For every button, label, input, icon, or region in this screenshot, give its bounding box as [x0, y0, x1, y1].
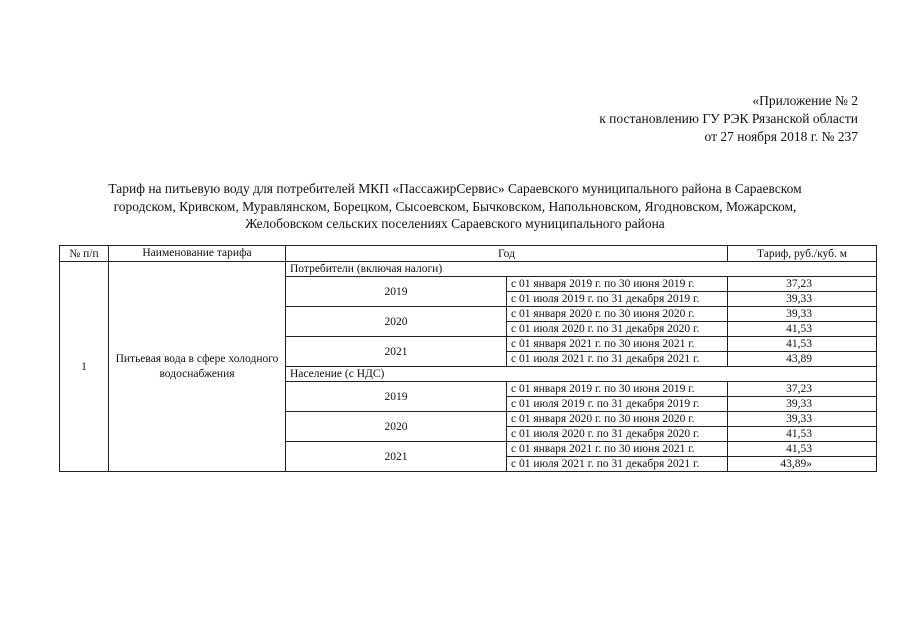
tariff-value-cell: 37,23: [728, 382, 877, 397]
period-cell: с 01 июля 2019 г. по 31 декабря 2019 г.: [507, 292, 728, 307]
period-cell: с 01 июля 2021 г. по 31 декабря 2021 г.: [507, 352, 728, 367]
document-title: [50, 180, 860, 233]
tariff-value-cell: 41,53: [728, 337, 877, 352]
year-cell: 2020: [286, 412, 507, 442]
appendix-line-1: «Приложение № 2: [752, 93, 858, 108]
appendix-line-2: к постановлению ГУ РЭК Рязанской области: [599, 111, 858, 126]
period-cell: с 01 января 2021 г. по 30 июня 2021 г.: [507, 337, 728, 352]
year-cell: 2019: [286, 382, 507, 412]
column-header-tariff-name: Наименование тарифа: [109, 246, 286, 262]
period-cell: с 01 января 2019 г. по 30 июня 2019 г.: [507, 277, 728, 292]
tariff-name-cell: Питьевая вода в сфере холодного водоснабжения: [109, 262, 286, 472]
period-cell: с 01 января 2019 г. по 30 июня 2019 г.: [507, 382, 728, 397]
year-cell: 2021: [286, 442, 507, 472]
tariff-value-cell: 39,33: [728, 307, 877, 322]
column-header-number: № п/п: [60, 246, 109, 262]
title-line-2: городском, Кривском, Муравлянском, Борецком, Сысоевском, Бычковском, Напольновском, Ягодновском, Можарском,: [113, 198, 797, 214]
appendix-line-3: от 27 ноября 2018 г. № 237: [704, 129, 858, 144]
tariff-value-cell: 37,23: [728, 277, 877, 292]
period-cell: с 01 января 2021 г. по 30 июня 2021 г.: [507, 442, 728, 457]
tariff-value-cell: 41,53: [728, 427, 877, 442]
tariff-value-cell: 41,53: [728, 442, 877, 457]
period-cell: с 01 июля 2019 г. по 31 декабря 2019 г.: [507, 397, 728, 412]
period-cell: с 01 января 2020 г. по 30 июня 2020 г.: [507, 412, 728, 427]
tariff-value-cell: 39,33: [728, 412, 877, 427]
row-number-cell: 1: [60, 262, 109, 472]
period-cell: с 01 июля 2020 г. по 31 декабря 2020 г.: [507, 322, 728, 337]
appendix-reference: [599, 92, 858, 146]
tariff-value-cell: 39,33: [728, 292, 877, 307]
tariff-value-cell: 41,53: [728, 322, 877, 337]
year-cell: 2021: [286, 337, 507, 367]
title-line-1: Тариф на питьевую воду для потребителей МКП «ПассажирСервис» Сараевского муниципального района в Сараевском: [108, 181, 802, 196]
tariff-table: [59, 245, 877, 472]
table-group-row: [60, 262, 877, 277]
table-header-row: [60, 246, 877, 262]
consumer-group-label: Потребители (включая налоги): [286, 262, 877, 277]
period-cell: с 01 января 2020 г. по 30 июня 2020 г.: [507, 307, 728, 322]
column-header-tariff-value: Тариф, руб./куб. м: [728, 246, 877, 262]
consumer-group-label: Население (с НДС): [286, 367, 877, 382]
table-body: [60, 262, 877, 472]
year-cell: 2020: [286, 307, 507, 337]
year-cell: 2019: [286, 277, 507, 307]
column-header-year: Год: [286, 246, 728, 262]
period-cell: с 01 июля 2021 г. по 31 декабря 2021 г.: [507, 457, 728, 472]
tariff-value-cell: 43,89: [728, 352, 877, 367]
tariff-value-cell: 39,33: [728, 397, 877, 412]
period-cell: с 01 июля 2020 г. по 31 декабря 2020 г.: [507, 427, 728, 442]
title-line-3: Желобовском сельских поселениях Сараевского муниципального района: [245, 216, 665, 231]
tariff-value-cell: 43,89»: [728, 457, 877, 472]
